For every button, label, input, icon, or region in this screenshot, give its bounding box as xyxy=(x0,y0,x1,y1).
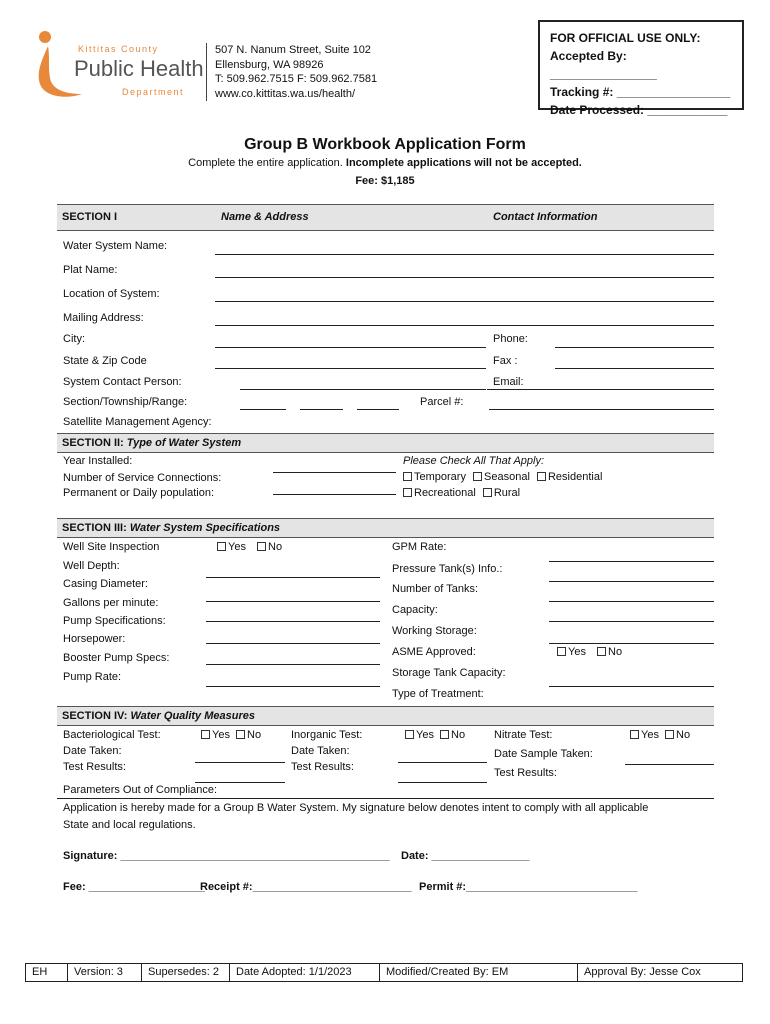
section3-name: Water System Specifications xyxy=(129,522,281,534)
label-connections: Number of Service Connections: xyxy=(63,472,222,484)
year-installed-field[interactable] xyxy=(273,472,396,473)
asme-no-label: No xyxy=(608,646,623,658)
nitrate-options xyxy=(630,729,690,741)
fee-note: Fee: $1,185 xyxy=(355,175,415,187)
horsepower-field[interactable] xyxy=(206,664,380,665)
city-field[interactable] xyxy=(215,347,486,348)
footer-dept: EH xyxy=(26,964,68,981)
label-bacterio: Bacteriological Test: xyxy=(63,729,161,741)
signature-field[interactable]: Signature: ____________________________________________ xyxy=(63,850,390,862)
water-system-name-field[interactable] xyxy=(215,254,714,255)
mailing-field[interactable] xyxy=(215,325,714,326)
bacterio-no-checkbox[interactable] xyxy=(236,730,245,739)
statement-line1: Application is hereby made for a Group B Water System. My signature below denotes intent to comply with all applicable xyxy=(63,802,649,814)
inorganic-results-field[interactable] xyxy=(398,782,487,783)
label-parcel: Parcel #: xyxy=(420,396,464,408)
range-field[interactable] xyxy=(357,409,399,410)
logo xyxy=(30,28,204,102)
label-bacterio-date: Date Taken: xyxy=(63,745,122,757)
label-phone: Phone: xyxy=(493,333,528,345)
nitrate-date-field[interactable] xyxy=(625,764,714,765)
label-pressure: Pressure Tank(s) Info.: xyxy=(392,563,503,575)
label-asme: ASME Approved: xyxy=(392,646,476,658)
label-water-system-name: Water System Name: xyxy=(63,240,168,252)
well-depth-field[interactable] xyxy=(206,577,380,578)
label-treatment: Type of Treatment: xyxy=(392,688,484,700)
fee-field[interactable]: Fee: ___________________ xyxy=(63,881,205,893)
pressure-field[interactable] xyxy=(549,581,714,582)
section2-label: SECTION II: xyxy=(62,437,127,449)
section1-header xyxy=(57,204,714,231)
label-city: City: xyxy=(63,333,85,345)
label-contact-person: System Contact Person: xyxy=(63,376,182,388)
inorganic-no-label: No xyxy=(451,729,466,741)
footer-modified: Modified/Created By: EM xyxy=(380,964,578,981)
label-casing: Casing Diameter: xyxy=(63,578,148,590)
well-site-yes-checkbox[interactable] xyxy=(217,542,226,551)
bacterio-options xyxy=(201,729,261,741)
temporary-label: Temporary xyxy=(414,471,466,483)
location-field[interactable] xyxy=(215,301,714,302)
label-pump-rate: Pump Rate: xyxy=(63,671,122,683)
state-zip-field[interactable] xyxy=(215,368,486,369)
footer-supersedes: Supersedes: 2 xyxy=(142,964,230,981)
official-processed: Date Processed: ____________ xyxy=(550,103,728,117)
connections-field[interactable] xyxy=(273,494,396,495)
logo-department: Department xyxy=(122,87,185,97)
label-num-tanks: Number of Tanks: xyxy=(392,583,479,595)
nitrate-no-checkbox[interactable] xyxy=(665,730,674,739)
casing-field[interactable] xyxy=(206,601,380,602)
label-pump-specs: Pump Specifications: xyxy=(63,615,166,627)
pump-specs-field[interactable] xyxy=(206,643,380,644)
official-accepted: Accepted By: ________________ xyxy=(550,49,657,81)
asme-options xyxy=(557,646,622,658)
capacity-field[interactable] xyxy=(549,621,714,622)
phone-field[interactable] xyxy=(555,347,714,348)
rural-checkbox[interactable] xyxy=(483,488,492,497)
label-email: Email: xyxy=(493,376,524,388)
bacterio-yes-checkbox[interactable] xyxy=(201,730,210,739)
parameters-field[interactable] xyxy=(57,798,714,799)
inorganic-no-checkbox[interactable] xyxy=(440,730,449,739)
system-type-row2 xyxy=(403,487,520,499)
label-satellite: Satellite Management Agency: xyxy=(63,416,212,428)
inorganic-options xyxy=(405,729,465,741)
asme-no-checkbox[interactable] xyxy=(597,647,606,656)
working-field[interactable] xyxy=(549,643,714,644)
label-mailing: Mailing Address: xyxy=(63,312,144,324)
footer-bar xyxy=(25,963,743,982)
label-inorganic-date: Date Taken: xyxy=(291,745,350,757)
label-gpm-left: Gallons per minute: xyxy=(63,597,159,609)
label-storage-cap: Storage Tank Capacity: xyxy=(392,667,506,679)
section3-label: SECTION III: xyxy=(62,522,130,534)
email-field[interactable] xyxy=(487,389,714,390)
label-working: Working Storage: xyxy=(392,625,477,637)
gpm-rate-field[interactable] xyxy=(549,561,714,562)
label-booster: Booster Pump Specs: xyxy=(63,652,170,664)
bacterio-date-field[interactable] xyxy=(195,762,285,763)
well-site-options xyxy=(217,541,282,553)
section2-name: Type of Water System xyxy=(126,437,242,449)
label-nitrate: Nitrate Test: xyxy=(494,729,553,741)
address-block xyxy=(206,43,377,101)
label-year-installed: Year Installed: xyxy=(63,455,133,467)
label-str: Section/Township/Range: xyxy=(63,396,188,408)
label-state-zip: State & Zip Code xyxy=(63,355,147,367)
label-well-site: Well Site Inspection xyxy=(63,541,160,553)
address-city: Ellensburg, WA 98926 xyxy=(215,58,324,71)
section4-header xyxy=(57,706,714,726)
footer-version: Version: 3 xyxy=(68,964,142,981)
well-site-no-label: No xyxy=(268,541,283,553)
form-title: Group B Workbook Application Form xyxy=(244,136,526,153)
inorganic-date-field[interactable] xyxy=(398,762,487,763)
well-site-yes-label: Yes xyxy=(228,541,246,553)
township-field[interactable] xyxy=(300,409,343,410)
footer-adopted: Date Adopted: 1/1/2023 xyxy=(230,964,380,981)
section1-col-contact: Contact Information xyxy=(493,211,598,223)
label-plat-name: Plat Name: xyxy=(63,264,118,276)
permit-field[interactable]: Permit #:____________________________ xyxy=(419,881,638,893)
asme-yes-checkbox[interactable] xyxy=(557,647,566,656)
label-parameters: Parameters Out of Compliance: xyxy=(63,784,218,796)
inorganic-yes-checkbox[interactable] xyxy=(405,730,414,739)
bacterio-no-label: No xyxy=(247,729,262,741)
bacterio-results-field[interactable] xyxy=(195,782,285,783)
official-tracking: Tracking #: _________________ xyxy=(550,85,731,99)
logo-public-health: Public Health xyxy=(74,56,204,81)
label-nitrate-date: Date Sample Taken: xyxy=(494,748,593,760)
section2-title xyxy=(62,437,241,449)
residential-checkbox[interactable] xyxy=(537,472,546,481)
section1-col-name: Name & Address xyxy=(221,211,309,223)
section3-header xyxy=(57,518,714,538)
bacterio-yes-label: Yes xyxy=(212,729,230,741)
residential-label: Residential xyxy=(547,471,603,483)
inorganic-yes-label: Yes xyxy=(416,729,434,741)
label-inorganic-results: Test Results: xyxy=(291,761,354,773)
plat-name-field[interactable] xyxy=(215,277,714,278)
signature-date-field[interactable]: Date: ________________ xyxy=(401,850,530,862)
section-field[interactable] xyxy=(240,409,286,410)
system-type-row1 xyxy=(403,471,602,483)
label-location: Location of System: xyxy=(63,288,160,300)
recreational-checkbox[interactable] xyxy=(403,488,412,497)
address-web: www.co.kittitas.wa.us/health/ xyxy=(215,87,356,100)
instructions-plain: Complete the entire application. xyxy=(188,157,346,169)
recreational-label: Recreational xyxy=(414,487,476,499)
label-horsepower: Horsepower: xyxy=(63,633,126,645)
address-phone-fax: T: 509.962.7515 F: 509.962.7581 xyxy=(215,73,378,85)
label-well-depth: Well Depth: xyxy=(63,560,120,572)
rural-label: Rural xyxy=(493,487,521,499)
nitrate-no-label: No xyxy=(676,729,691,741)
label-nitrate-results: Test Results: xyxy=(494,767,557,779)
statement-line2: State and local regulations. xyxy=(63,819,196,831)
label-fax: Fax : xyxy=(493,355,518,367)
logo-county: Kittitas County xyxy=(78,44,159,54)
receipt-field[interactable]: Receipt #:__________________________ xyxy=(200,881,412,893)
address-street: 507 N. Nanum Street, Suite 102 xyxy=(215,44,371,56)
contact-person-field[interactable] xyxy=(240,389,486,390)
gpm-left-field[interactable] xyxy=(206,621,380,622)
section3-title xyxy=(62,522,280,534)
well-site-no-checkbox[interactable] xyxy=(257,542,266,551)
label-population: Permanent or Daily population: xyxy=(63,487,215,499)
label-capacity: Capacity: xyxy=(392,604,438,616)
section4-name: Water Quality Measures xyxy=(130,710,255,722)
seasonal-checkbox[interactable] xyxy=(473,472,482,481)
nitrate-yes-checkbox[interactable] xyxy=(630,730,639,739)
section4-title xyxy=(62,710,255,722)
temporary-checkbox[interactable] xyxy=(403,472,412,481)
fax-field[interactable] xyxy=(555,368,714,369)
official-title: FOR OFFICIAL USE ONLY: xyxy=(550,31,701,45)
instructions xyxy=(0,157,770,169)
footer-approval: Approval By: Jesse Cox xyxy=(584,966,701,978)
seasonal-label: Seasonal xyxy=(484,471,530,483)
parcel-field[interactable] xyxy=(489,409,714,410)
section2-header xyxy=(57,433,714,453)
label-bacterio-results: Test Results: xyxy=(63,761,126,773)
instructions-bold: Incomplete applications will not be accepted. xyxy=(345,157,582,169)
label-gpm-rate: GPM Rate: xyxy=(392,541,447,553)
num-tanks-field[interactable] xyxy=(549,601,714,602)
section1-label: SECTION I xyxy=(62,211,118,223)
nitrate-yes-label: Yes xyxy=(641,729,659,741)
official-use-box xyxy=(538,20,744,117)
section4-label: SECTION IV: xyxy=(62,710,131,722)
asme-yes-label: Yes xyxy=(568,646,586,658)
label-inorganic: Inorganic Test: xyxy=(291,729,363,741)
pump-rate-field[interactable] xyxy=(206,686,380,687)
storage-cap-field[interactable] xyxy=(549,686,714,687)
label-check-all: Please Check All That Apply: xyxy=(403,455,545,467)
